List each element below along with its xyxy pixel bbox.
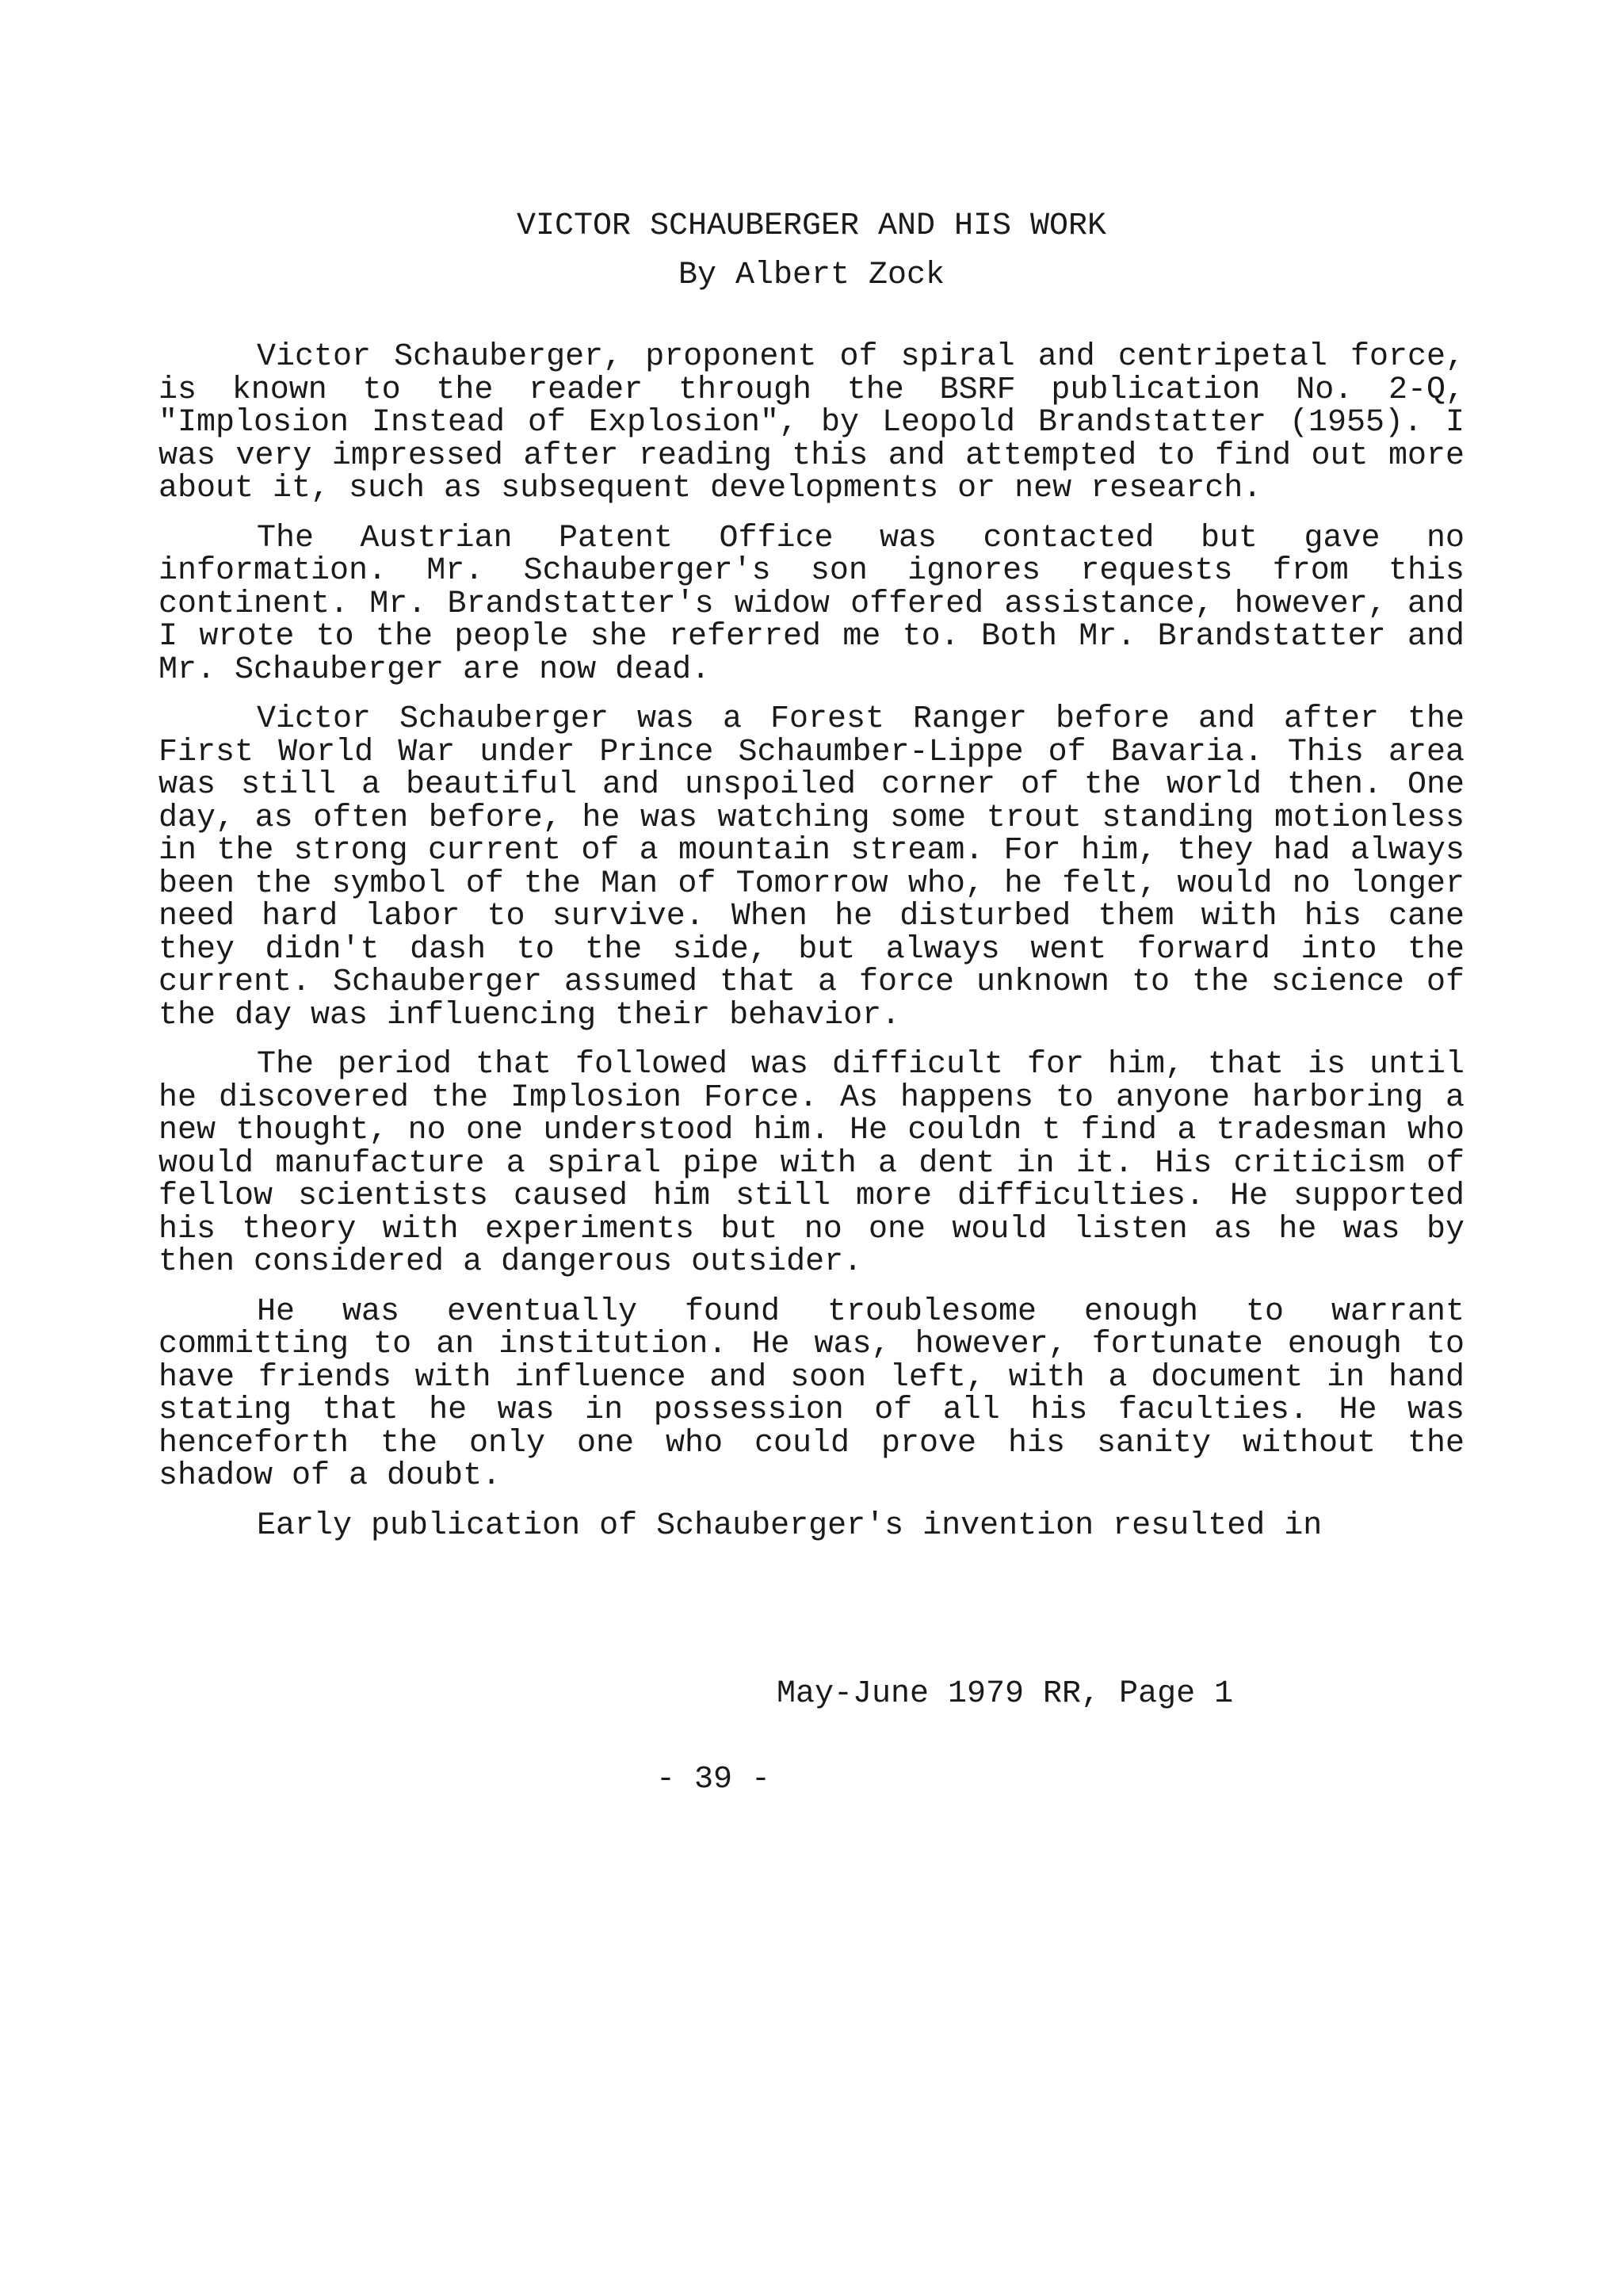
paragraph: Early publication of Schauberger's invention resulted in (257, 1507, 1323, 1544)
paragraph: He was eventually found troublesome enough to warrant committing to an institution. He was, however, fortunate enough to have friends with influence and soon left, with a document in hand stating that he was in possession of all his faculties. He was henceforth the only one who could prove his sanity without the shadow of a doubt. (158, 1293, 1465, 1494)
paragraph: The period that followed was difficult for him, that is until he discovered the Implosion Force. As happens to anyone harboring a new thought, no one understood him. He couldn t find a tradesman who would manufacture a spiral pipe with a dent in it. His criticism of fellow scientists caused him still more difficulties. He supported his theory with experiments but no one would listen as he was by then considered a dangerous outsider. (158, 1047, 1465, 1280)
article-title: VICTOR SCHAUBERGER AND HIS WORK (516, 208, 1107, 244)
article-byline: By Albert Zock (678, 258, 945, 293)
paragraph: Victor Schauberger, proponent of spiral and centripetal force, is known to the reader through the BSRF publication No. 2-Q, "Implosion Instead of Explosion", by Leopold Brandstatter (1955). I was very impressed after reading this and attempted to find out more about it, such as subsequent developments or new research. (158, 339, 1465, 506)
page-number: - 39 - (655, 1762, 771, 1797)
paragraph: Victor Schauberger was a Forest Ranger before and after the First World War under Prince Schaumber-Lippe of Bavaria. This area was still a beautiful and unspoiled corner of the world then. One day, as often before, he was watching some trout standing motionless in the strong current of a mountain stream. For him, they had always been the symbol of the Man of Tomorrow who, he felt, would no longer need hard labor to survive. When he disturbed them with his cane they didn't dash to the side, but always went forward into the current. Schauberger assumed that a force unknown to the science of the day was influencing their behavior. (158, 701, 1465, 1033)
article-body (158, 341, 1465, 1559)
footer-reference: May-June 1979 RR, Page 1 (777, 1676, 1234, 1712)
paragraph: The Austrian Patent Office was contacted but gave no information. Mr. Schauberger's son ignores requests from this continent. Mr. Brandstatter's widow offered assistance, however, and I wrote to the people she referred me to. Both Mr. Brandstatter and Mr. Schauberger are now dead. (158, 520, 1465, 688)
